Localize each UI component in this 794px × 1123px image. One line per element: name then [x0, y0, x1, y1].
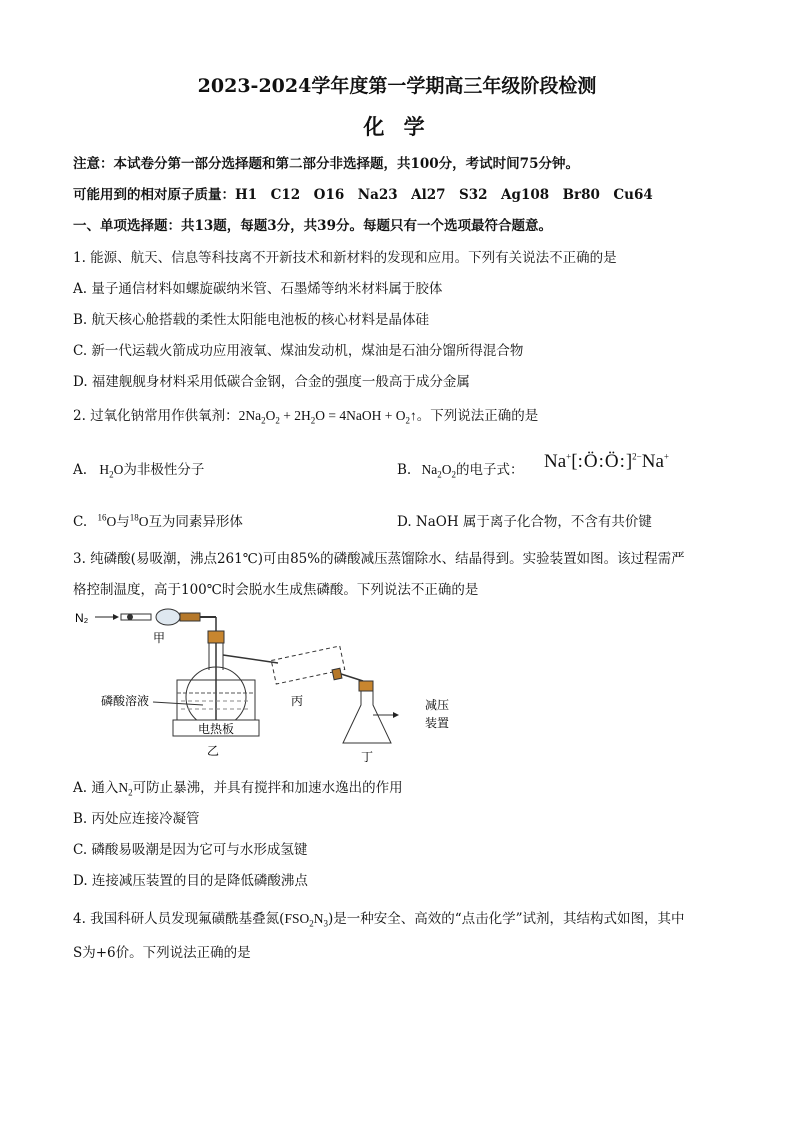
q4-stem-line1 — [73, 907, 685, 929]
side-arm — [223, 655, 278, 663]
n2-label: N₂ — [75, 611, 89, 625]
atomic-masses: 可能用到的相对原子质量：H1 C12 O16 Na23 Al27 S32 Ag108 Br80 Cu64 — [73, 187, 653, 203]
q1-stem: 1. 能源、航天、信息等科技离不开新技术和新材料的发现和应用。下列有关说法不正确的是 — [73, 250, 617, 266]
q1-option-c: C. 新一代运载火箭成功应用液氧、煤油发动机，煤油是石油分馏所得混合物 — [73, 343, 524, 359]
flask-stopper — [208, 631, 224, 643]
distillation-apparatus-diagram — [73, 605, 473, 770]
q2-stem — [73, 404, 538, 426]
q3-option-b: B. 丙处应连接冷凝管 — [73, 811, 200, 827]
q2-c-label: C. — [73, 514, 88, 530]
q1-option-d: D. 福建舰舰身材料采用低碳合金钢，合金的强度一般高于成分金属 — [73, 374, 470, 390]
q1-option-b: B. 航天核心舱搭载的柔性太阳能电池板的核心材料是晶体硅 — [73, 312, 430, 328]
q2-option-d: D. NaOH 属于离子化合物，不含有共价键 — [397, 514, 652, 530]
notice: 注意：本试卷分第一部分选择题和第二部分非选择题，共100分，考试时间75分钟。 — [73, 156, 579, 172]
fso2n3-formula: $FSO_2N_3$ — [284, 911, 328, 929]
q3-option-c: C. 磷酸易吸潮是因为它可与水形成氢键 — [73, 842, 308, 858]
q2-b-text: 的电子式： — [456, 462, 524, 478]
q2-b-label: B. — [397, 462, 412, 478]
outlet-connector — [332, 668, 342, 679]
inlet-tube — [121, 614, 151, 620]
stopcock-jia — [127, 614, 133, 620]
q1-option-a: A. 量子通信材料如螺旋碳纳米管、石墨烯等纳米材料属于胶体 — [73, 281, 443, 297]
isotope-18o: $^{18}$O — [129, 512, 149, 529]
q2-c-text: 互为同素异形体 — [148, 514, 243, 530]
q2-a-label: A. — [73, 462, 88, 478]
label-ding: 丁 — [361, 750, 374, 764]
q2-stem-suffix: 。下列说法正确的是 — [416, 408, 539, 424]
q3-stem-line2: 格控制温度，高于100℃时会脱水生成焦磷酸。下列说法不正确的是 — [73, 582, 479, 598]
q3-option-a — [73, 776, 403, 798]
label-bing: 丙 — [291, 694, 304, 708]
vacuum-label-2: 装置 — [425, 716, 450, 730]
q2-option-b — [397, 458, 524, 480]
q4-post: )是一种安全、高效的“点击化学”试剂，其结构式如图，其中 — [327, 911, 685, 927]
drying-bulb-jia — [156, 609, 180, 625]
section-heading: 一、单项选择题：共13题，每题3分，共39分。每题只有一个选项最符合题意。 — [73, 218, 552, 234]
n2-formula: $N_2$ — [118, 780, 133, 798]
erlenmeyer-flask-ding — [343, 691, 391, 743]
exam-title: 2023-2024学年度第一学期高三年级阶段检测 — [197, 75, 597, 97]
vacuum-arrow-head — [393, 712, 399, 718]
solution-pointer — [153, 702, 203, 705]
label-jia: 甲 — [153, 631, 166, 645]
electron-formula: Na+[:Ö:Ö:]$^{2-}$Na+ — [544, 451, 669, 472]
q3-a-pre: A. 通入 — [73, 780, 119, 796]
solution-label: 磷酸溶液 — [101, 694, 150, 708]
label-yi: 乙 — [207, 744, 220, 758]
q2-a-text: 为非极性分子 — [123, 462, 205, 478]
q2-option-a — [73, 458, 204, 480]
receiver-stopper — [359, 681, 373, 691]
q3-stem-line1: 3. 纯磷酸(易吸潮，沸点261℃)可由85%的磷酸减压蒸馏除水、结晶得到。实验装置如图。该过程需严 — [73, 551, 685, 567]
isotope-16o: $^{16}$O — [97, 512, 117, 529]
q2-stem-prefix: 2. 过氧化钠常用作供氧剂： — [73, 408, 239, 424]
q2-option-c — [73, 510, 243, 530]
q3-a-post: 可防止暴沸，并具有搅拌和加速水逸出的作用 — [132, 780, 403, 796]
hot-plate-label: 电热板 — [198, 722, 235, 736]
na2o2-formula: $Na_2O_2$ — [421, 462, 457, 480]
h2o-formula: $H_2O$ — [99, 462, 124, 480]
q2-c-mid: 与 — [116, 514, 130, 530]
n2-arrow-head — [113, 614, 119, 620]
q3-option-d: D. 连接减压装置的目的是降低磷酸沸点 — [73, 873, 308, 889]
q2-equation: $2Na_2O_2 + 2H_2O$ = 4NaOH + $O_2↑$ — [238, 408, 417, 426]
q4-pre: 4. 我国科研人员发现氟磺酰基叠氮( — [73, 911, 285, 927]
rubber-connector — [180, 613, 200, 621]
vacuum-label-1: 减压 — [425, 698, 450, 712]
q4-stem-line2: S为+6价。下列说法正确的是 — [73, 945, 251, 961]
subject-title: 化 学 — [363, 114, 431, 139]
